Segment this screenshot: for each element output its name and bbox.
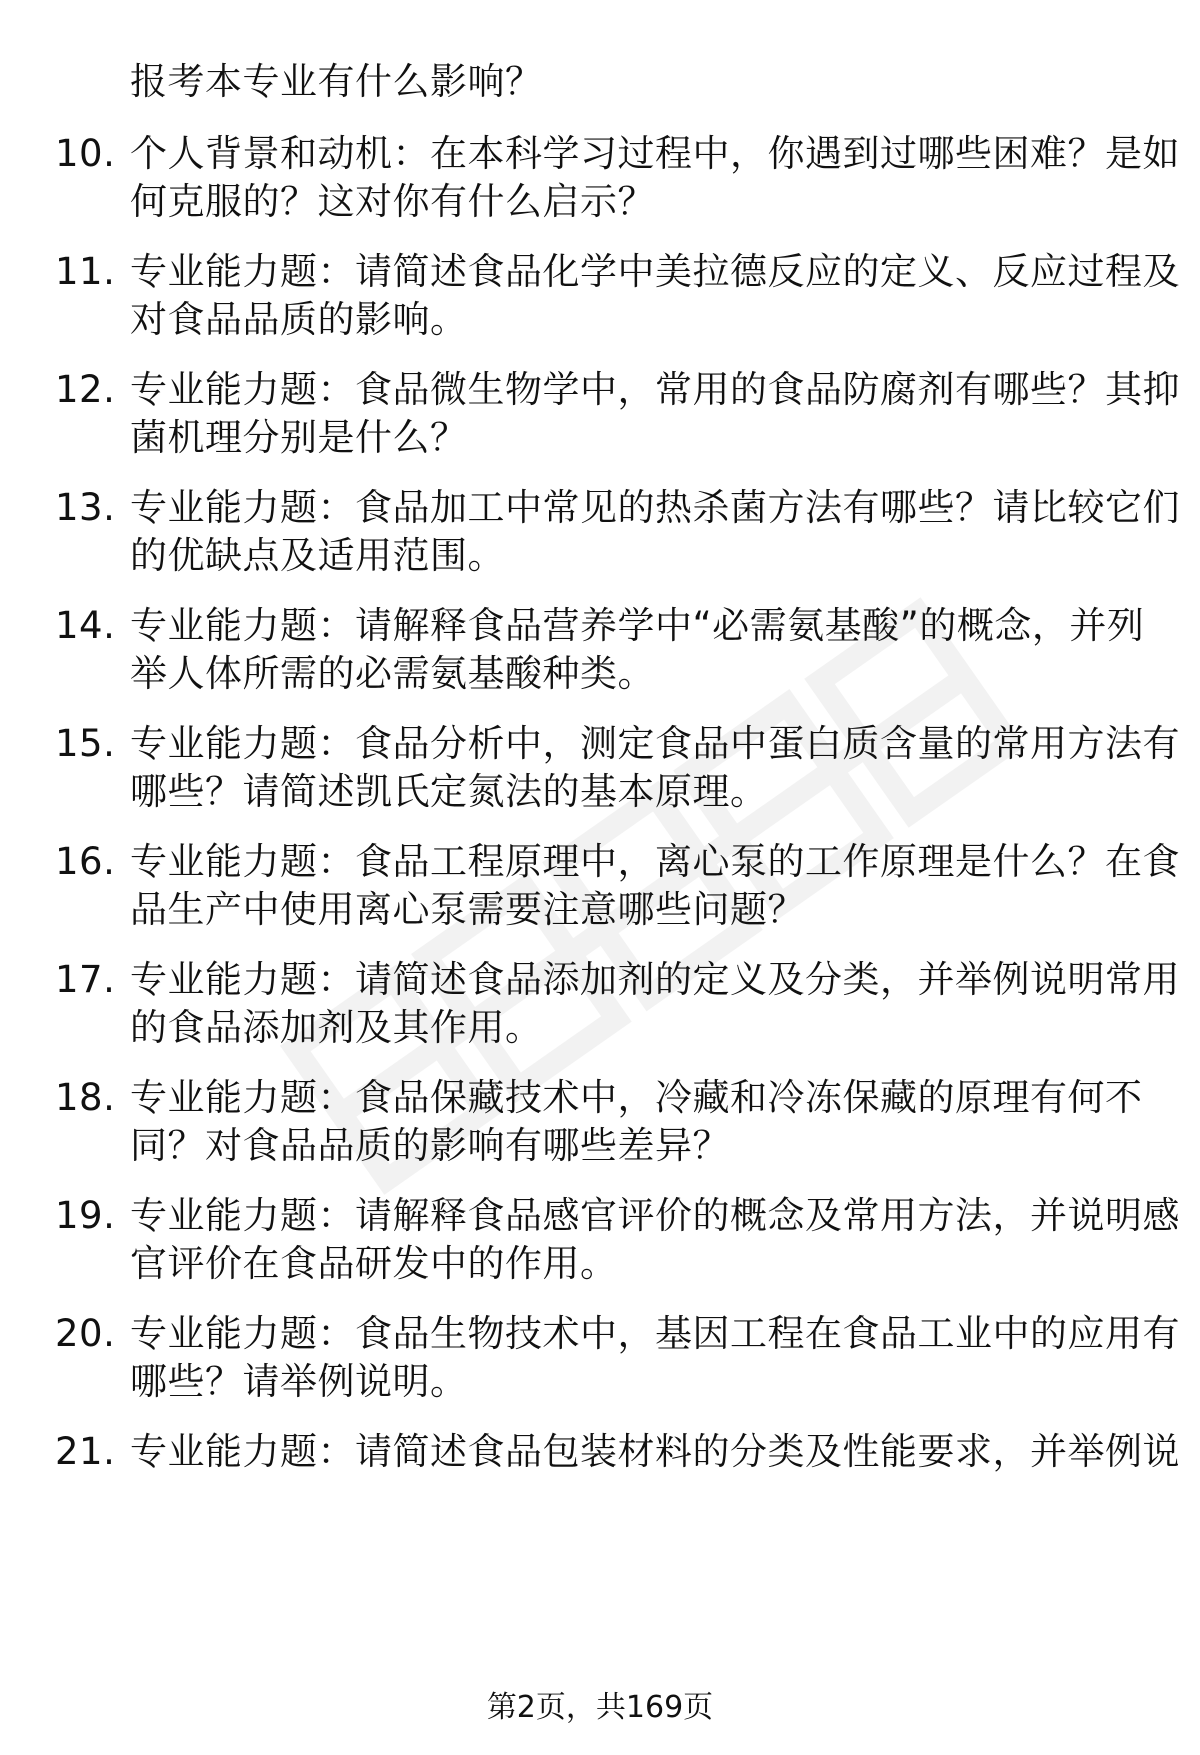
question-text: 专业能力题：请简述食品化学中美拉德反应的定义、反应过程及 <box>130 250 1180 293</box>
question-text: 专业能力题：食品生物技术中，基因工程在食品工业中的应用有 <box>130 1312 1180 1355</box>
question-text: 专业能力题：请简述食品包装材料的分类及性能要求，并举例说 <box>130 1430 1180 1473</box>
question-text: 哪些？请简述凯氏定氮法的基本原理。 <box>130 770 768 813</box>
question-text: 专业能力题：食品微生物学中，常用的食品防腐剂有哪些？其抑 <box>130 368 1180 411</box>
question-number: 19. <box>55 1194 116 1237</box>
question-text: 哪些？请举例说明。 <box>130 1360 468 1403</box>
question-number: 11. <box>55 250 116 293</box>
question-number: 18. <box>55 1076 116 1119</box>
question-text: 专业能力题：食品保藏技术中，冷藏和冷冻保藏的原理有何不 <box>130 1076 1143 1119</box>
question-text: 对食品品质的影响。 <box>130 298 468 341</box>
question-text: 专业能力题：食品加工中常见的热杀菌方法有哪些？请比较它们 <box>130 486 1180 529</box>
question-text: 专业能力题：请简述食品添加剂的定义及分类，并举例说明常用 <box>130 958 1180 1001</box>
question-text: 专业能力题：请解释食品感官评价的概念及常用方法，并说明感 <box>130 1194 1180 1237</box>
question-number: 20. <box>55 1312 116 1355</box>
question-text: 官评价在食品研发中的作用。 <box>130 1242 618 1285</box>
question-text: 的食品添加剂及其作用。 <box>130 1006 543 1049</box>
question-text: 品生产中使用离心泵需要注意哪些问题？ <box>130 888 805 931</box>
question-number: 13. <box>55 486 116 529</box>
question-number: 10. <box>55 132 116 175</box>
question-text: 举人体所需的必需氨基酸种类。 <box>130 652 655 695</box>
question-number: 12. <box>55 368 116 411</box>
intro-text: 报考本专业有什么影响？ <box>130 60 543 103</box>
question-number: 14. <box>55 604 116 647</box>
page-footer: 第2页，共169页 <box>486 1690 714 1725</box>
question-number: 16. <box>55 840 116 883</box>
question-text: 专业能力题：食品分析中，测定食品中蛋白质含量的常用方法有 <box>130 722 1180 765</box>
question-number: 21. <box>55 1430 116 1473</box>
question-text: 何克服的？这对你有什么启示？ <box>130 180 655 223</box>
question-text: 专业能力题：食品工程原理中，离心泵的工作原理是什么？在食 <box>130 840 1180 883</box>
question-text: 个人背景和动机：在本科学习过程中，你遇到过哪些困难？是如 <box>130 132 1180 175</box>
question-text: 同？对食品品质的影响有哪些差异？ <box>130 1124 730 1167</box>
question-number: 15. <box>55 722 116 765</box>
question-text: 的优缺点及适用范围。 <box>130 534 505 577</box>
question-text: 菌机理分别是什么？ <box>130 416 468 459</box>
question-number: 17. <box>55 958 116 1001</box>
question-text: 专业能力题：请解释食品营养学中“必需氨基酸”的概念，并列 <box>130 604 1145 647</box>
